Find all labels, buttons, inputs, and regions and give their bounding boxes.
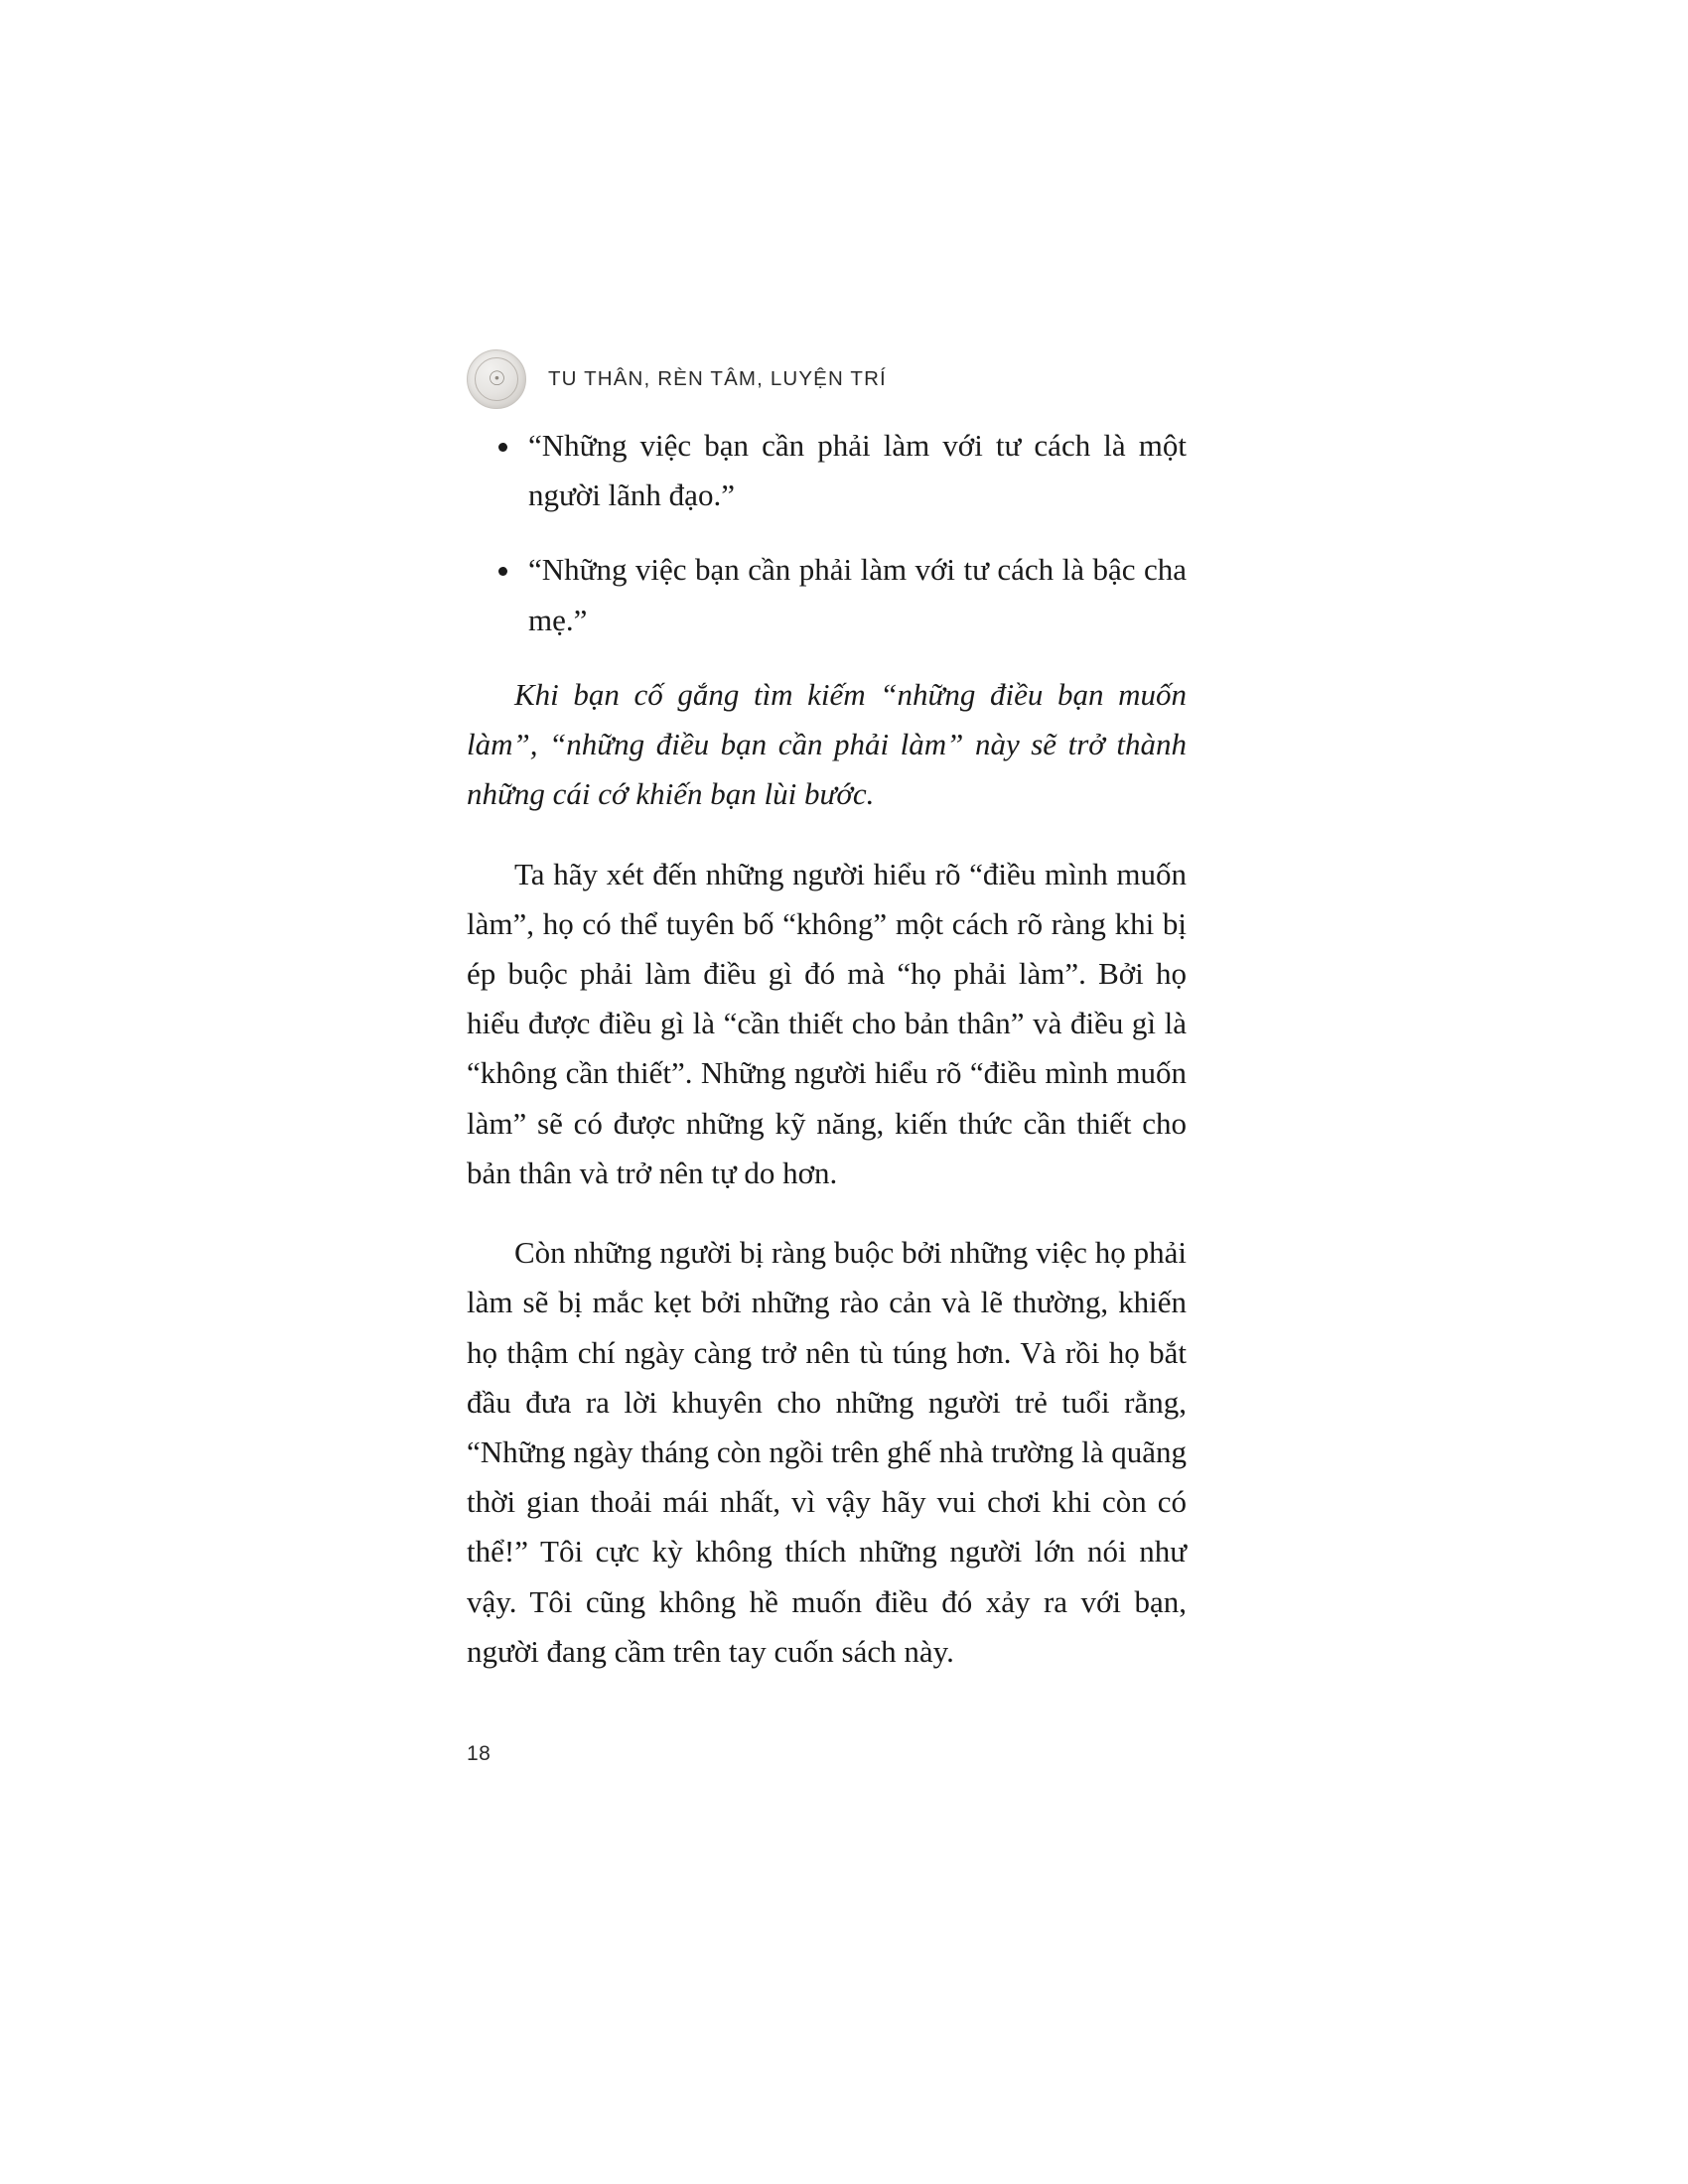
body-paragraph: Ta hãy xét đến những người hiểu rõ “điều mình muốn làm”, họ có thể tuyên bố “không” một cách rõ ràng khi bị ép buộc phải làm điều gì đó mà “họ phải làm”. Bởi họ hiểu được điều gì là “cần thiết cho bản thân” và điều gì là “không cần thiết”. Những người hiểu rõ “điều mình muốn làm” sẽ có được những kỹ năng, kiến thức cần thiết cho bản thân và trở nên tự do hơn. [467, 856, 1187, 1190]
body-paragraph-italic: Khi bạn cố gắng tìm kiếm “những điều bạn muốn làm”, “những điều bạn cần phải làm” này sẽ trở thành những cái cớ khiến bạn lùi bước. [467, 676, 1187, 812]
bullet-dot-icon [498, 567, 507, 576]
list-item-text: “Những việc bạn cần phải làm với tư cách là một người lãnh đạo.” [528, 428, 1187, 513]
seal-glyph: ☉ [488, 366, 505, 390]
running-head-title: TU THÂN, RÈN TÂM, LUYỆN TRÍ [548, 367, 887, 390]
list-item [467, 545, 1187, 644]
running-head [467, 349, 887, 409]
bullet-list [467, 421, 1187, 645]
bullet-dot-icon [498, 443, 507, 452]
text-column [467, 421, 1187, 1683]
circular-seal-icon [467, 349, 526, 409]
body-paragraph: Còn những người bị ràng buộc bởi những việc họ phải làm sẽ bị mắc kẹt bởi những rào cản và lẽ thường, khiến họ thậm chí ngày càng trở nên tù túng hơn. Và rồi họ bắt đầu đưa ra lời khuyên cho những người trẻ tuổi rằng, “Những ngày tháng còn ngồi trên ghế nhà trường là quãng thời gian thoải mái nhất, vì vậy hãy vui chơi khi còn có thể!” Tôi cực kỳ không thích những người lớn nói như vậy. Tôi cũng không hề muốn điều đó xảy ra với bạn, người đang cầm trên tay cuốn sách này. [467, 1235, 1187, 1669]
list-item-text: “Những việc bạn cần phải làm với tư cách là bậc cha mẹ.” [528, 552, 1187, 637]
page-number: 18 [467, 1742, 492, 1765]
list-item [467, 421, 1187, 520]
